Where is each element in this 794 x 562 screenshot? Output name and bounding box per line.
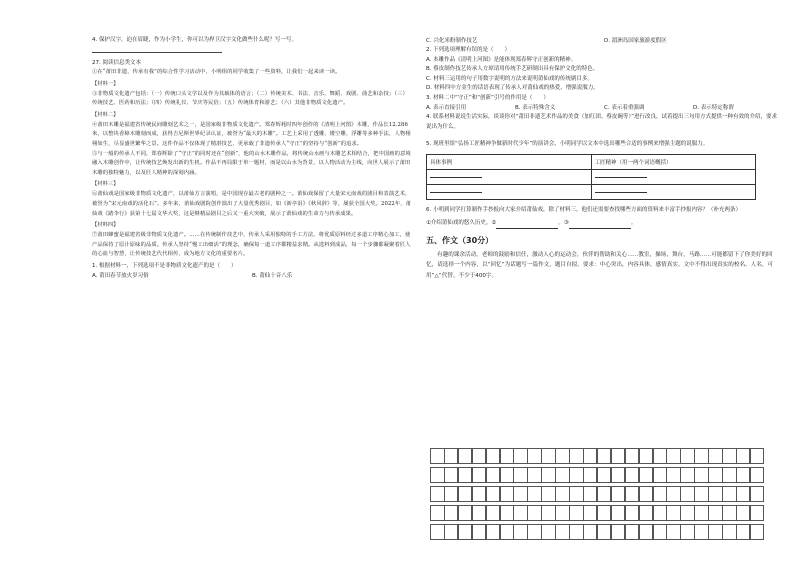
material-1-title: 【材料一】 xyxy=(92,80,119,87)
grid-cell[interactable] xyxy=(527,448,542,464)
grid-cell[interactable] xyxy=(708,505,723,521)
answer-line xyxy=(92,46,222,53)
question-3: 3. 材料二中“守正”和“创新”引号的作用是（ ） xyxy=(426,94,549,101)
grid-cell[interactable] xyxy=(583,448,598,464)
grid-cell[interactable] xyxy=(500,467,515,483)
grid-cell[interactable] xyxy=(680,505,695,521)
option-d: D. 表示特定称谓 xyxy=(693,105,734,111)
grid-cell[interactable] xyxy=(750,467,765,483)
material-2-text-2: ⑤与一般的传承人不同，郑春辉除了“守正”的同时还在“创新”，他的山水木雕作品，将传统山水画与木雕艺术相结合，把中国画的意境融入木雕创作中，让传统技艺焕发出新的生机。作品不再局限于单一题材，而是以山水为背景，以人物活动为主线，向世人展示了莆田木雕的独特魅力，以及匠人精神的深刻内涵。 xyxy=(92,150,411,176)
grid-cell[interactable] xyxy=(486,448,501,464)
grid-cell[interactable] xyxy=(694,524,709,540)
option-b: B. 表示特殊含义 xyxy=(515,105,556,111)
example-table xyxy=(426,154,756,200)
grid-cell[interactable] xyxy=(569,448,584,464)
grid-cell[interactable] xyxy=(458,467,473,483)
grid-cell[interactable] xyxy=(708,448,723,464)
grid-cell[interactable] xyxy=(653,505,668,521)
question-27-heading: 27. 阅读信息类文本 xyxy=(92,59,141,66)
grid-cell[interactable] xyxy=(722,486,737,502)
grid-cell[interactable] xyxy=(736,448,751,464)
grid-cell[interactable] xyxy=(625,486,640,502)
option-b: B. 莆仙十音八乐 xyxy=(252,273,293,280)
grid-cell[interactable] xyxy=(513,467,528,483)
grid-cell[interactable] xyxy=(569,524,584,540)
grid-cell[interactable] xyxy=(611,505,626,521)
option-c: C. 表示着重强调 xyxy=(604,105,645,111)
question-4: 4. 保护汉字，迫在眉睫，作为小学生，你可以为捍卫汉字文化做些什么呢？写一写。 xyxy=(92,37,297,43)
question-1-options xyxy=(92,271,412,281)
grid-row xyxy=(430,505,780,521)
grid-cell[interactable] xyxy=(472,505,487,521)
table-header-row xyxy=(427,154,756,169)
option-a: A. 莆田春节放火岁习俗 xyxy=(92,273,149,280)
grid-cell[interactable] xyxy=(569,467,584,483)
grid-cell[interactable] xyxy=(625,505,640,521)
essay-writing-grid[interactable] xyxy=(430,448,780,543)
grid-cell[interactable] xyxy=(680,467,695,483)
option-a: A. 表示直接引用 xyxy=(426,105,467,111)
grid-cell[interactable] xyxy=(472,486,487,502)
table-cell[interactable] xyxy=(591,169,756,184)
grid-cell[interactable] xyxy=(430,448,445,464)
answer-blank-3[interactable] xyxy=(569,222,631,229)
grid-cell[interactable] xyxy=(708,524,723,540)
grid-cell[interactable] xyxy=(541,505,556,521)
table-cell[interactable] xyxy=(427,184,592,199)
table-row xyxy=(427,169,756,184)
question-2-option-b: B. 蔡皮制作技艺传承人方琼请用传统手艺研制出具有保护文化的特色。 xyxy=(426,66,599,72)
grid-cell[interactable] xyxy=(458,505,473,521)
grid-cell[interactable] xyxy=(555,524,570,540)
answer-lead: ①介绍莆仙戏的悠久历史。② xyxy=(426,220,497,226)
grid-cell[interactable] xyxy=(597,524,612,540)
option-d: D. 湄洲岛国家旅游度假区 xyxy=(604,38,667,44)
question-2-option-d: D. 材料四中方金生的话语表现了传承人对莆仙戏的热爱，增强说服力。 xyxy=(426,85,599,91)
grid-cell[interactable] xyxy=(625,524,640,540)
grid-row xyxy=(430,486,780,502)
question-3-options xyxy=(426,103,782,113)
grid-cell[interactable] xyxy=(597,448,612,464)
grid-cell[interactable] xyxy=(708,486,723,502)
grid-cell[interactable] xyxy=(653,486,668,502)
table-header-example: 具体事例 xyxy=(427,154,592,169)
grid-cell[interactable] xyxy=(458,524,473,540)
answer-blank-2[interactable] xyxy=(496,222,558,229)
grid-cell[interactable] xyxy=(430,486,445,502)
reading-intro: ①在“莆田非遗，传承有我”的综合性学习活动中，小明组的同学收集了一些资料，让我们一起来读一读。 xyxy=(92,69,341,75)
grid-cell[interactable] xyxy=(583,467,598,483)
question-1: 1. 根据材料一，下列选项不是非物质文化遗产的是（ ） xyxy=(92,262,237,269)
grid-cell[interactable] xyxy=(555,505,570,521)
grid-cell[interactable] xyxy=(639,486,654,502)
grid-cell[interactable] xyxy=(444,467,459,483)
option-c: C. 兴化米粉制作技艺 xyxy=(426,38,478,44)
grid-cell[interactable] xyxy=(444,448,459,464)
grid-cell[interactable] xyxy=(666,486,681,502)
section-5-title: 五、作文（30分） xyxy=(426,235,494,245)
answer-sep: 。③ xyxy=(558,220,569,226)
grid-cell[interactable] xyxy=(694,505,709,521)
grid-row xyxy=(430,524,780,540)
grid-cell[interactable] xyxy=(680,448,695,464)
grid-cell[interactable] xyxy=(736,505,751,521)
essay-prompt: 有趣的课余活动，老师的鼓励和信任，激动人心的运动会，伙伴的帮助和关心……教室，操场，舞台，马路……可能都留下了你美好的回忆，请选择一个内容，以“回忆”为话题写一篇作文，题目自拟。要求：中心突出，内容具体，感情真实。文中不得出现真实的校名、人名，可用“△”代替。不少于400字。 xyxy=(426,251,774,279)
right-column xyxy=(426,36,782,281)
answer-end: 。 xyxy=(630,220,637,226)
question-6-answer xyxy=(426,219,782,229)
table-cell[interactable] xyxy=(591,184,756,199)
grid-cell[interactable] xyxy=(444,524,459,540)
question-5: 5. 现班里组“弘扬工匠精神争做新时代少年”的演讲会，小明同学以文本中选出哪些合适的事例来增强主题的说服力。 xyxy=(426,141,709,147)
grid-cell[interactable] xyxy=(569,486,584,502)
grid-cell[interactable] xyxy=(639,524,654,540)
grid-cell[interactable] xyxy=(750,448,765,464)
grid-cell[interactable] xyxy=(625,467,640,483)
grid-cell[interactable] xyxy=(500,448,515,464)
grid-row xyxy=(430,467,780,483)
grid-cell[interactable] xyxy=(583,524,598,540)
grid-cell[interactable] xyxy=(597,467,612,483)
grid-cell[interactable] xyxy=(513,486,528,502)
grid-cell[interactable] xyxy=(541,486,556,502)
grid-cell[interactable] xyxy=(611,448,626,464)
grid-cell[interactable] xyxy=(486,486,501,502)
grid-cell[interactable] xyxy=(680,524,695,540)
grid-cell[interactable] xyxy=(527,486,542,502)
grid-cell[interactable] xyxy=(444,486,459,502)
material-3-title: 【材料三】 xyxy=(92,181,119,188)
grid-cell[interactable] xyxy=(430,524,445,540)
grid-cell[interactable] xyxy=(513,524,528,540)
grid-cell[interactable] xyxy=(555,486,570,502)
grid-cell[interactable] xyxy=(513,448,528,464)
grid-cell[interactable] xyxy=(639,467,654,483)
table-row xyxy=(427,184,756,199)
grid-cell[interactable] xyxy=(569,505,584,521)
grid-cell[interactable] xyxy=(527,524,542,540)
grid-cell[interactable] xyxy=(555,467,570,483)
material-4-text: ⑦莆田蜂蜜是福建省级非物质文化遗产。……在传统制作技艺中，传承人采用独特的手工方法，将优质原料经过多道工序精心加工，使产品保持了原汁原味的品质。传承人坚持“慢工出细活”的理念，确保每一道工序都精益求精。从选料到成品，每一个步骤都凝聚着匠人的心血与智慧，让传统技艺代代相传，成为地方文化的重要名片。 xyxy=(92,232,411,258)
grid-cell[interactable] xyxy=(694,448,709,464)
grid-cell[interactable] xyxy=(597,505,612,521)
grid-cell[interactable] xyxy=(527,467,542,483)
grid-cell[interactable] xyxy=(583,486,598,502)
grid-cell[interactable] xyxy=(653,524,668,540)
grid-cell[interactable] xyxy=(639,505,654,521)
grid-cell[interactable] xyxy=(500,524,515,540)
grid-cell[interactable] xyxy=(694,486,709,502)
material-2-text: ④莆田木雕是福建省传统民间雕刻艺术之一，是国家级非物质文化遗产。郑春辉耗时四年创作的《清明上河图》木雕，作品长12.286米，以整块香樟木雕刻而成，获得吉尼斯世界纪录认证，被誉为“最大的木雕”。工艺上采用了透雕、镂空雕、浮雕等多种手法，人物栩栩如生，尽显盛世繁华之景。这件作品不仅体现了精湛技艺，更承载了非遗传承人“守正”的坚持与“创新”的追求。 xyxy=(92,121,411,147)
grid-cell[interactable] xyxy=(472,448,487,464)
grid-cell[interactable] xyxy=(611,524,626,540)
left-column xyxy=(92,36,412,281)
grid-cell[interactable] xyxy=(736,467,751,483)
question-6: 6. 小明到同学打算制作手抄报向大家介绍莆仙戏，除了材料三，他们还需要查找哪些方面的资料来丰富手抄报内容？（补充两条） xyxy=(426,206,742,213)
grid-cell[interactable] xyxy=(472,467,487,483)
grid-cell[interactable] xyxy=(722,505,737,521)
grid-cell[interactable] xyxy=(666,467,681,483)
grid-cell[interactable] xyxy=(653,467,668,483)
grid-cell[interactable] xyxy=(611,486,626,502)
grid-cell[interactable] xyxy=(458,448,473,464)
grid-cell[interactable] xyxy=(430,505,445,521)
grid-cell[interactable] xyxy=(625,448,640,464)
grid-cell[interactable] xyxy=(708,467,723,483)
grid-cell[interactable] xyxy=(736,486,751,502)
material-2-title: 【材料二】 xyxy=(92,111,119,118)
grid-cell[interactable] xyxy=(513,505,528,521)
grid-cell[interactable] xyxy=(722,524,737,540)
grid-cell[interactable] xyxy=(541,448,556,464)
grid-cell[interactable] xyxy=(653,448,668,464)
grid-cell[interactable] xyxy=(458,486,473,502)
grid-cell[interactable] xyxy=(694,467,709,483)
question-2-option-c: C. 材料三运用的句子用数字说明的方法来说明莆仙戏的传统剧目多。 xyxy=(426,75,593,82)
table-cell[interactable] xyxy=(427,169,592,184)
grid-cell[interactable] xyxy=(444,505,459,521)
question-2: 2. 下列选项理解有误的是（ ） xyxy=(426,47,510,53)
grid-cell[interactable] xyxy=(597,486,612,502)
grid-cell[interactable] xyxy=(666,448,681,464)
grid-cell[interactable] xyxy=(722,467,737,483)
grid-cell[interactable] xyxy=(680,486,695,502)
grid-cell[interactable] xyxy=(472,524,487,540)
material-1-text: ③非物质文化遗产包括：（一）传统口头文学以及作为其载体的语言；（二）传统美术、书法、音乐、舞蹈、戏剧、曲艺和杂技；（三）传统技艺、医药和历法；（四）传统礼仪、节庆等民俗；（五）传统体育和游艺；（六）其他非物质文化遗产。 xyxy=(92,90,408,107)
grid-cell[interactable] xyxy=(486,524,501,540)
grid-cell[interactable] xyxy=(666,505,681,521)
question-2-option-a: A. 本雕作品《清明上河图》是能体现郑春辉守正创新的精神。 xyxy=(426,56,577,63)
grid-cell[interactable] xyxy=(486,505,501,521)
grid-cell[interactable] xyxy=(555,448,570,464)
grid-cell[interactable] xyxy=(527,505,542,521)
grid-cell[interactable] xyxy=(500,486,515,502)
grid-cell[interactable] xyxy=(541,524,556,540)
question-4: 4. 联系材料说说生活实际，谈谈你对“莆田非遗艺术作品的美食（加红团、蔡皮碗等）”进行改良，试着提出三句用方式提供一种有效的介绍，要求说出为什么。 xyxy=(426,114,777,130)
question-1-options-cont xyxy=(426,36,782,46)
grid-cell[interactable] xyxy=(722,448,737,464)
grid-cell[interactable] xyxy=(666,524,681,540)
material-4-title: 【材料四】 xyxy=(92,222,119,229)
table-header-spirit: 工匠精神（用一两个词语概括） xyxy=(591,154,756,169)
grid-cell[interactable] xyxy=(750,524,765,540)
material-3-text: ⑥莆仙戏是国家级非物质文化遗产，以莆仙方言演唱，是中国现存最古老的剧种之一。莆仙戏保留了大量宋元南戏的剧目和表演艺术，被誉为“宋元南戏的活化石”。多年来，莆仙戏剧院创作演出了大量优秀剧目，如《新亭泪》《秋风辞》等，屡获全国大奖。2022年，莆仙戏《踏伞行》获第十七届文华大奖，这是继精品剧目之后又一重大突破，展示了莆仙戏的生命力与传承成果。 xyxy=(92,191,412,217)
grid-cell[interactable] xyxy=(486,467,501,483)
grid-row xyxy=(430,448,780,464)
grid-cell[interactable] xyxy=(430,467,445,483)
grid-cell[interactable] xyxy=(583,505,598,521)
grid-cell[interactable] xyxy=(639,448,654,464)
grid-cell[interactable] xyxy=(750,486,765,502)
grid-cell[interactable] xyxy=(500,505,515,521)
grid-cell[interactable] xyxy=(541,467,556,483)
grid-cell[interactable] xyxy=(611,467,626,483)
grid-cell[interactable] xyxy=(736,524,751,540)
grid-cell[interactable] xyxy=(750,505,765,521)
